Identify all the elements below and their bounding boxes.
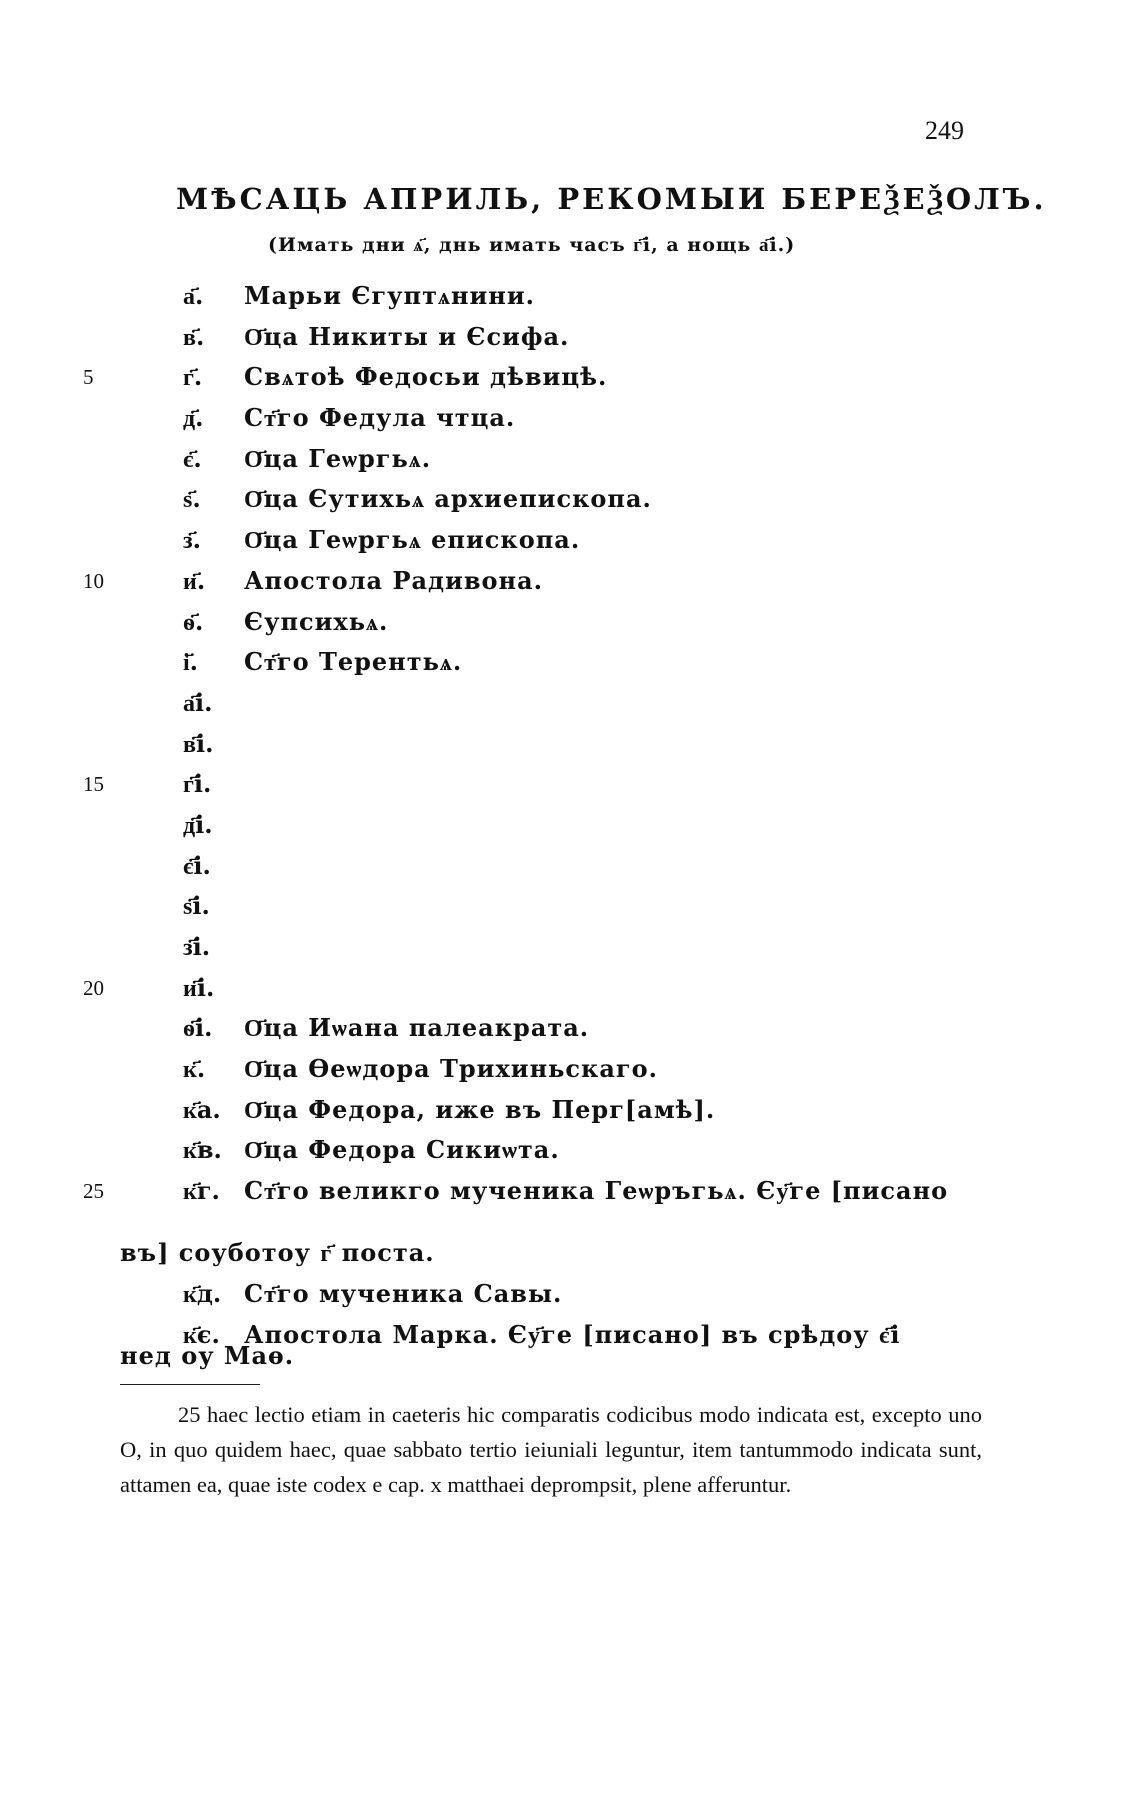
saint-name: О҃ца Никиты и Єсифа.	[244, 321, 570, 351]
day-numeral: д҃.	[183, 403, 204, 433]
calendar-entry	[0, 1171, 1140, 1212]
calendar-entry	[0, 276, 1140, 317]
footnote	[120, 1397, 982, 1502]
day-numeral: ѕ҃.	[183, 484, 201, 514]
footnote-text: 25 haec lectio etiam in caeteris hic comparatis codicibus modo indicata est, excepto uno O, in quo quidem haec, quae sabbato tertio ieiuniali leguntur, item tantummodo indicata sunt, attamen ea, quae iste codex e cap. x matthaei deprompsit, plene afferuntur.	[120, 1402, 982, 1497]
calendar-entry	[0, 561, 1140, 602]
day-numeral: г҃і.	[183, 769, 212, 799]
day-numeral: є҃і.	[183, 850, 211, 880]
saint-name: Свѧтоѣ Федосьи дѣвицѣ.	[244, 362, 608, 392]
day-numeral: к҃г.	[183, 1176, 220, 1206]
saint-name: Апостола Радивона.	[244, 565, 543, 595]
saint-name: Марьи Єгуптѧнини.	[244, 281, 536, 310]
day-numeral: к҃д.	[183, 1279, 222, 1308]
day-numeral: д҃і.	[183, 809, 213, 839]
day-numeral: ѳ҃і.	[183, 1013, 213, 1043]
day-numeral: г҃.	[183, 362, 203, 392]
day-numeral: к҃є.	[183, 1319, 220, 1349]
line-number: 25	[83, 1179, 104, 1204]
page-title: МѢСАЦЬ АПРИЛЬ, РЕКОМЫИ БЕРЕѮЕѮОЛЪ.	[176, 182, 1047, 216]
day-numeral: з҃.	[183, 525, 201, 555]
calendar-entry	[0, 479, 1140, 520]
calendar-entry	[0, 683, 1140, 724]
saint-name: Ст҃го Терентьѧ.	[244, 647, 463, 677]
saint-name: О҃ца Ѳеѡдора Трихиньскаго.	[244, 1054, 658, 1084]
day-numeral: ѳ҃.	[183, 606, 204, 636]
saint-name: О҃ца Єутихьѧ архиепископа.	[244, 484, 652, 514]
calendar-entry	[0, 764, 1140, 805]
day-numeral: ѕ҃і.	[183, 891, 210, 921]
saint-name: Ст҃го великго мученика Геѡръгьѧ. Єу҃ге [писано	[244, 1176, 949, 1206]
calendar-entry	[0, 1049, 1140, 1090]
page-subtitle: (Имать дни ѧ҃, днь имать часъ г҃і, а нощь а҃і.)	[268, 234, 796, 256]
calendar-entry	[0, 398, 1140, 439]
day-numeral: є҃.	[183, 443, 202, 473]
calendar-entry	[0, 602, 1140, 643]
saint-name: О҃ца Геѡргьѧ.	[244, 443, 432, 473]
calendar-entry	[0, 927, 1140, 968]
calendar-entry	[0, 968, 1140, 1009]
calendar-entry	[0, 1090, 1140, 1131]
calendar-entry	[0, 1130, 1140, 1171]
page-number: 249	[925, 116, 964, 145]
calendar-entry	[0, 317, 1140, 358]
day-numeral: и҃і.	[183, 972, 215, 1002]
day-numeral: з҃і.	[183, 932, 211, 961]
calendar-entry	[0, 439, 1140, 480]
calendar-entry	[0, 520, 1140, 561]
calendar-entry	[0, 805, 1140, 846]
calendar-entry	[0, 886, 1140, 927]
line-number: 5	[83, 365, 94, 390]
saint-name: Апостола Марка. Єу҃ге [писано] въ срѣдоу є҃і	[244, 1319, 901, 1349]
calendar-entry	[0, 1274, 1140, 1315]
calendar-entry	[0, 846, 1140, 887]
calendar-entries	[0, 276, 1140, 1212]
entry-continuation: нед оу Маѳ.	[120, 1341, 295, 1370]
day-numeral: в҃.	[183, 321, 205, 351]
saint-name: Ст҃го мученика Савы.	[244, 1279, 563, 1308]
entry-continuation: въ] соуботоу г҃ поста.	[120, 1238, 435, 1267]
line-number: 10	[83, 568, 104, 593]
day-numeral: и҃.	[183, 565, 206, 595]
day-numeral: к҃а.	[183, 1094, 221, 1124]
saint-name: Ст҃го Федула чтца.	[244, 403, 516, 433]
footnote-divider	[120, 1384, 260, 1385]
line-number: 20	[83, 975, 104, 1000]
day-numeral: і҃.	[183, 647, 199, 677]
line-number: 15	[83, 772, 104, 797]
saint-name: О҃ца Федора Сикиѡта.	[244, 1135, 560, 1165]
saint-name: О҃ца Иѡана палеакрата.	[244, 1013, 590, 1043]
saint-name: О҃ца Геѡргьѧ епископа.	[244, 525, 581, 555]
day-numeral: а҃.	[183, 281, 204, 310]
day-numeral: к҃в.	[183, 1135, 222, 1165]
day-numeral: к҃.	[183, 1054, 206, 1084]
day-numeral: в҃і.	[183, 728, 214, 758]
calendar-entry	[0, 1008, 1140, 1049]
calendar-entry	[0, 724, 1140, 765]
saint-name: О҃ца Федора, иже въ Перг[амѣ].	[244, 1094, 716, 1124]
calendar-entry	[0, 642, 1140, 683]
calendar-entry	[0, 357, 1140, 398]
day-numeral: а҃і.	[183, 687, 213, 717]
saint-name: Єупсихьѧ.	[244, 606, 389, 636]
